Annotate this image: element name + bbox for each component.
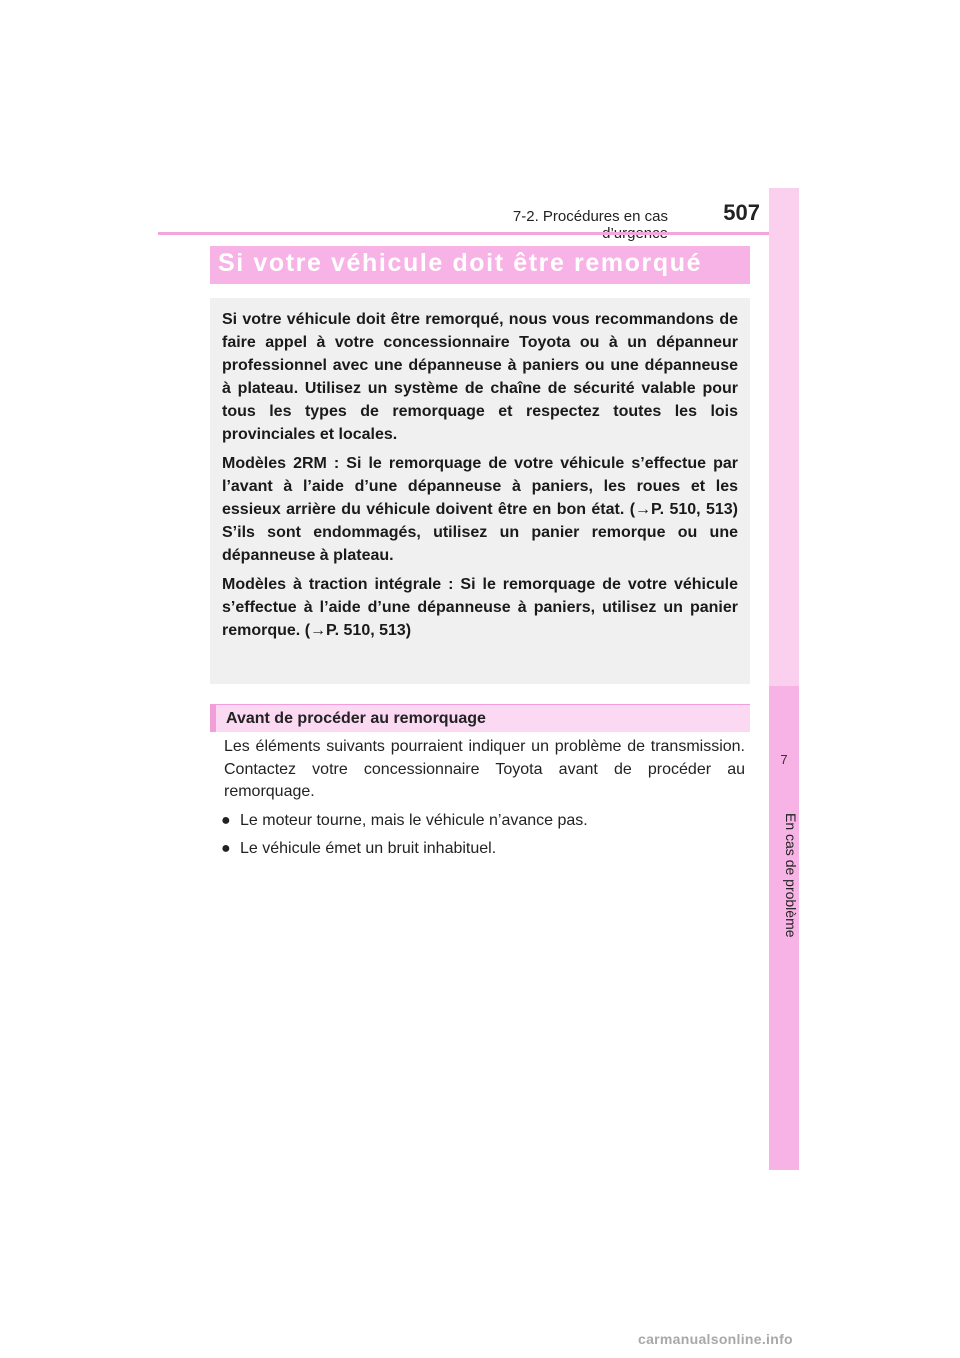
- intro-paragraph: Si votre véhicule doit être remorqué, nous vous recommandons de faire appel à votre concessionnaire Toyota ou à un dépanneur professionnel avec une dépanneuse à paniers ou une dépanneuse à plateau. Utilisez un système de chaîne de sécurité valable pour tous les types de remorquage et respectez toutes les lois provinciales et locales.: [222, 311, 738, 443]
- page-title: Si votre véhicule doit être remorqué: [218, 249, 703, 277]
- list-item-text: Le moteur tourne, mais le véhicule n’avance pas.: [240, 811, 588, 829]
- header-section-title: 7-2. Procédures en cas: [512, 208, 668, 225]
- intro-box: [210, 298, 750, 684]
- watermark: carmanualsonline.info: [638, 1331, 793, 1347]
- chapter-number: 7: [780, 752, 788, 767]
- bullet-list: [221, 810, 745, 860]
- list-item: [221, 838, 745, 860]
- intro-paragraph: Modèles à traction intégrale : Si le remorquage de votre véhicule s’effectue à l’aide d’une dépanneuse à paniers, utilisez un panier remorque. (→P. 510, 513): [222, 576, 738, 639]
- bullet-icon: ●: [221, 839, 231, 857]
- header-divider: [158, 232, 798, 235]
- list-item-text: Le véhicule émet un bruit inhabituel.: [240, 839, 497, 857]
- section-heading: Avant de procéder au remorquage: [210, 704, 750, 732]
- intro-paragraph: Modèles 2RM : Si le remorquage de votre véhicule s’effectue par l’avant à l’aide d’une dépanneuse à paniers, les roues et les essieux arrière du véhicule doivent être en bon état. (→P. 510, 513) S’ils sont endommagés, utilisez un panier remorque ou une dépanneuse à plateau.: [222, 455, 738, 564]
- section-body: [221, 736, 745, 866]
- chapter-label: En cas de problème: [783, 812, 799, 938]
- section-paragraph: Les éléments suivants pourraient indiquer un problème de transmission. Contactez votre concessionnaire Toyota avant de procéder au remorquage.: [224, 738, 745, 800]
- page-number: 507: [723, 200, 760, 225]
- list-item: [221, 810, 745, 832]
- bullet-icon: ●: [221, 811, 231, 829]
